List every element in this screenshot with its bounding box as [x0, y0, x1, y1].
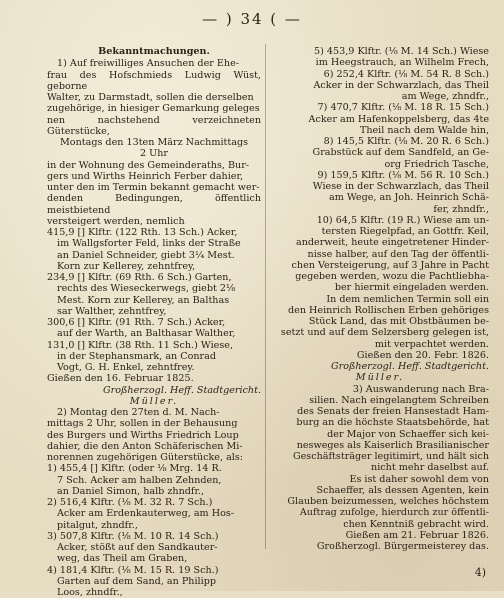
notice-2-authority: Großherzogl. Heff. Stadtgericht. [330, 361, 489, 372]
notice-2-continued-line: 10) 64,5 Klftr. (19 R.) Wiese am un- [316, 214, 489, 226]
notice-3-line: der Major von Schaeffer sich kei- [327, 428, 489, 440]
notice-2-date: Gießen den 20. Febr. 1826. [356, 349, 489, 361]
left-column [47, 46, 261, 598]
column-divider [265, 44, 266, 549]
notice-2-line: 2) Montag den 27ten d. M. Nach- [57, 407, 220, 418]
notice-2-line: 3) 507,8 Klftr. (⅛ M. 10 R. 14 Sch.) [47, 530, 219, 542]
notice-2-continued-line: ber hiermit eingeladen werden. [334, 282, 489, 294]
notice-1-line: an Daniel Schneider, giebt 3¼ Mest. [57, 249, 235, 261]
notice-3-line: chen Kenntniß gebracht wird. [343, 518, 489, 530]
notice-2-continued-line: fer, zhndfr., [433, 203, 489, 215]
notice-1-line: nen nachstehend verzeichneten Güterstücke, [47, 114, 261, 137]
notice-2-line: 7 Sch. Acker am halben Zehnden, [57, 474, 222, 486]
right-column [271, 46, 489, 552]
notice-1-line: denden Bedingungen, öffentlich meistbietend [47, 193, 261, 216]
notice-2-continued-line: Acker in der Schwarzlach, das Theil [313, 79, 489, 91]
notice-3-line: silien. Nach eingelangtem Schreiben [309, 394, 489, 406]
notice-3-line: des Senats der freien Hansestadt Ham- [297, 406, 489, 417]
notice-2-continued-line: 6) 252,4 Klftr. (⅛ M. 54 R. 8 Sch.) [323, 68, 489, 80]
notice-2-continued-line: setzt und auf dem Selzersberg gelegen ist, [280, 327, 489, 339]
notice-1-line: im Wallgsforter Feld, links der Straße [57, 238, 241, 250]
notice-1-line: gers und Wirths Heinrich Ferber dahier, [47, 170, 244, 182]
notice-3-line: Glauben beizumessen, welches höchstem [287, 496, 489, 507]
notice-2-continued-line: Grabstück auf dem Sandfeld, an Ge- [312, 147, 489, 159]
notice-2-continued-line: den Heinrich Rollischen Erben gehöriges [288, 304, 489, 316]
notice-2-continued-line: nisse halber, auf den Tag der öffentli- [307, 248, 489, 260]
notice-2-line: 2) 516,4 Klftr. (⅛ M. 32 R. 7 Sch.) [47, 497, 213, 508]
notice-2-continued-line: 7) 470,7 Klftr. (⅛ M. 18 R. 15 Sch.) [317, 102, 489, 114]
notice-1-line: sar Walther, zehntfrey, [57, 305, 167, 317]
notice-2-continued-line: org Friedrich Tasche, [384, 158, 489, 170]
notice-2-line: Acker, stößt auf den Sandkauter- [57, 542, 218, 553]
notice-2-continued-line: am Wege, an Joh. Heinrich Schä- [328, 192, 489, 204]
notice-2-line: Loos, zhndfr., [57, 587, 123, 598]
notice-2-continued-line: gegeben werden, wozu die Pachtliebha- [295, 271, 489, 282]
notice-2-signature: Müller. [355, 372, 405, 384]
notice-1-line: in der Wohnung des Gemeinderaths, Bur- [47, 159, 250, 171]
notice-2-continued-line: im Heegstrauch, an Wilhelm Frech, [315, 57, 489, 69]
notice-2-continued-line: Theil nach dem Walde hin, [359, 124, 489, 136]
notice-1-line: 234,9 [] Klftr. (69 Rth. 6 Sch.) Garten, [47, 272, 232, 283]
notice-2-continued-line: 9) 159,5 Klftr. (⅛ M. 56 R. 10 Sch.) [317, 169, 489, 181]
page-number: — ) 34 ( — [202, 10, 302, 28]
notice-3-line: burg an die höchste Staatsbehörde, hat [296, 417, 489, 429]
notice-1-line: auf der Warth, an Balthasar Walther, [57, 328, 236, 340]
notice-2-line: Garten auf dem Sand, an Philipp [57, 575, 216, 587]
notice-2-continued-line: Acker am Hafenkoppelsberg, das 4te [308, 113, 489, 125]
notice-3-line: nicht mehr daselbst auf. [371, 462, 489, 474]
notice-2-continued-line: am Wege, zhndfr., [401, 91, 489, 102]
notice-1-line: 300,6 [] Klftr. (91 Rth. 7 Sch.) Acker, [47, 317, 226, 328]
notice-2-continued-line: 8) 145,5 Klftr. (⅛ M. 20 R. 6 Sch.) [323, 136, 489, 147]
notice-3-line: Schaeffer, als dessen Agenten, kein [316, 484, 489, 496]
notice-1-date: Gießen den 16. Februar 1825. [47, 373, 194, 385]
notice-2-continued-line: Wiese in der Schwarzlach, das Theil [312, 181, 489, 192]
notice-3-line: Es ist daher sowohl dem von [349, 473, 489, 485]
notice-1-line: 1) Auf freiwilliges Ansuchen der Ehe- [57, 58, 239, 70]
notice-2-continued-line: 5) 453,9 Klftr. (⅛ M. 14 Sch.) Wiese [314, 46, 489, 57]
notice-2-line: mittags 2 Uhr, sollen in der Behausung [47, 418, 238, 430]
notice-1-authority: Großherzogl. Heff. Stadtgericht. [102, 384, 261, 396]
notice-3-authority: Großherzogl. Bürgermeisterey das. [316, 541, 489, 552]
notice-1-line: in der Stephansmark, an Conrad [57, 350, 217, 362]
notice-3-line: Geschäftsträger legitimirt, und hält sich [292, 451, 489, 462]
notice-2-line: Acker am Erdenkauterweg, am Hos- [57, 508, 235, 520]
notice-2-continued-line: chen Versteigerung, auf 3 Jahre in Pacht [291, 259, 489, 271]
notice-2-continued-line: In dem nemlichen Termin soll ein [326, 293, 489, 305]
notice-2-line: 1) 455,4 [] Klftr. (oder ⅛ Mrg. 14 R. [47, 463, 222, 475]
notice-1-line: 131,0 [] Klftr. (38 Rth. 11 Sch.) Wiese, [47, 339, 233, 351]
notice-3-line: Auftrag zufolge, hierdurch zur öffentli- [299, 507, 489, 519]
notice-1-line: frau des Hofschmieds Ludwig Wüst, geborne [47, 69, 261, 92]
notice-1-line: zugehörige, in hiesiger Gemarkung geleges [47, 103, 260, 115]
notice-2-continued-line: anderweit, heute eingetretener Hinder- [296, 237, 489, 249]
notice-2-continued-line: tersten Riegelpfad, an Gottfr. Keil, [321, 226, 489, 237]
notice-2-line: an Daniel Simon, halb zhndfr., [57, 485, 205, 497]
notice-1-line: unter den im Termin bekannt gemacht wer- [47, 182, 260, 193]
notice-1-line: Korn zur Kellerey, zehntfrey, [57, 260, 196, 272]
notice-2-continued-line: Stück Land, das mit Obstbäumen be- [308, 316, 489, 327]
notice-1-signature: Müller. [129, 395, 179, 407]
page-header [0, 10, 504, 34]
notice-2-line: pitalgut, zhndfr., [57, 519, 138, 531]
notice-1-line: Walter, zu Darmstadt, sollen die derselben [47, 92, 254, 103]
notice-1-line: 415,9 [] Klftr. (122 Rth. 13 Sch.) Acker, [47, 227, 238, 238]
notice-3-date: Gießen am 21. Februar 1826. [345, 529, 489, 541]
notice-2-line: 4) 181,4 Klftr. (⅛ M. 15 R. 19 Sch.) [47, 564, 219, 576]
notice-1-line: versteigert werden, nemlich [47, 215, 185, 227]
notice-1-line: rechts des Wieseckerwegs, giebt 2⅛ [57, 283, 236, 295]
notice-2-line: dahier, die den Anton Schäferischen Mi- [47, 440, 243, 452]
notice-1-line: Montags den 13ten März Nachmittags [59, 137, 249, 148]
catchword: 4) [474, 566, 486, 579]
notice-2-line: weg, das Theil am Graben, [57, 553, 188, 565]
notice-2-line: des Burgers und Wirths Friedrich Loup [47, 429, 239, 441]
notice-3-line: nesweges als Kaiserlich Brasilianischer [296, 439, 489, 451]
notice-2-line: norennen zugehörigen Güterstücke, als: [47, 452, 244, 463]
notice-1-line: Vogt, G. H. Enkel, zehntfrey. [57, 362, 195, 373]
notice-1-line: 2 Uhr [139, 148, 168, 160]
notice-3-line: 3) Auswanderung nach Bra- [352, 383, 489, 395]
notice-1-line: Mest. Korn zur Kellerey, an Balthas [57, 294, 230, 306]
notice-2-continued-line: mit verpachtet werden. [374, 338, 489, 350]
section-title: Bekanntmachungen. [98, 46, 210, 57]
